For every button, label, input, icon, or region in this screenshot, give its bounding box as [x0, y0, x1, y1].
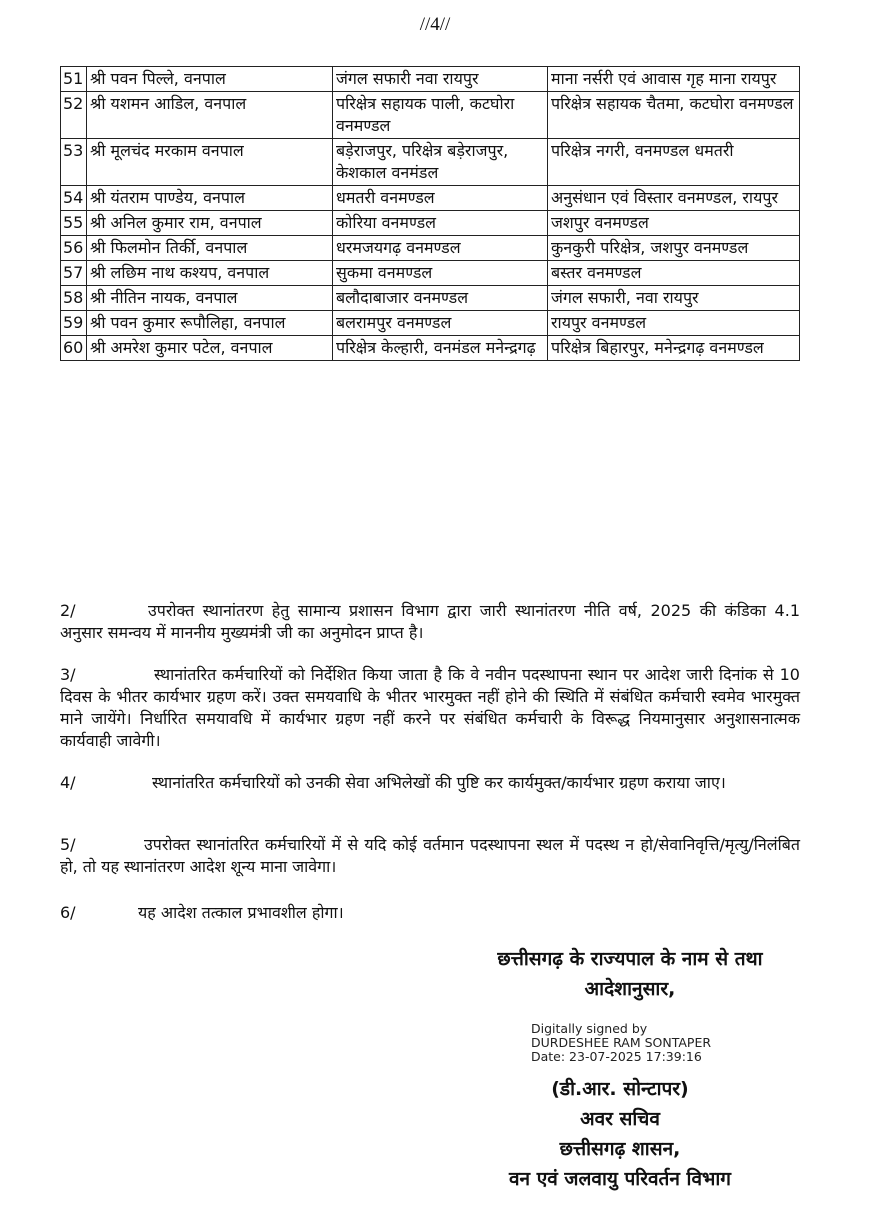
table-row — [61, 261, 800, 286]
new-posting-cell: रायपुर वनमण्डल — [548, 311, 800, 336]
paragraph-5 — [60, 834, 800, 878]
paragraph-3 — [60, 664, 800, 752]
paragraph-text: यह आदेश तत्काल प्रभावशील होगा। — [138, 903, 344, 922]
employee-name-cell: श्री मूलचंद मरकाम वनपाल — [87, 139, 333, 186]
employee-name-cell: श्री पवन कुमार रूपौलिहा, वनपाल — [87, 311, 333, 336]
officer-government: छत्तीसगढ़ शासन, — [559, 1138, 681, 1160]
table-row — [61, 67, 800, 92]
new-posting-cell: अनुसंधान एवं विस्तार वनमण्डल, रायपुर — [548, 186, 800, 211]
current-posting-cell: परिक्षेत्र सहायक पाली, कटघोरा वनमण्डल — [333, 92, 548, 139]
serial-number-cell: 56 — [61, 236, 87, 261]
digital-signature-date: Date: 23-07-2025 17:39:16 — [531, 1049, 702, 1064]
current-posting-cell: बलौदाबाजार वनमण्डल — [333, 286, 548, 311]
new-posting-cell: जशपुर वनमण्डल — [548, 211, 800, 236]
current-posting-cell: बलरामपुर वनमण्डल — [333, 311, 548, 336]
table-row — [61, 311, 800, 336]
serial-number-cell: 57 — [61, 261, 87, 286]
paragraph-number: 5/ — [60, 835, 76, 854]
new-posting-cell: कुनकुरी परिक्षेत्र, जशपुर वनमण्डल — [548, 236, 800, 261]
current-posting-cell: धरमजयगढ़ वनमण्डल — [333, 236, 548, 261]
paragraph-4 — [60, 772, 800, 794]
paragraph-text: उपरोक्त स्थानांतरित कर्मचारियों में से यदि कोई वर्तमान पदस्थापना स्थल में पदस्थ न हो/सेवानिवृत्ति/मृत्यु/निलंबित हो, तो यह स्थानांतरण आदेश शून्य माना जावेगा। — [60, 835, 800, 876]
employee-name-cell: श्री यशमन आडिल, वनपाल — [87, 92, 333, 139]
digital-signature-line-1: Digitally signed by — [531, 1021, 648, 1036]
digital-signature-line-2: DURDESHEE RAM SONTAPER — [531, 1035, 712, 1050]
new-posting-cell: परिक्षेत्र बिहारपुर, मनेन्द्रगढ़ वनमण्डल — [548, 336, 800, 361]
paragraph-number: 4/ — [60, 773, 76, 792]
employee-name-cell: श्री यंतराम पाण्डेय, वनपाल — [87, 186, 333, 211]
paragraph-text: स्थानांतरित कर्मचारियों को निर्देशित किया जाता है कि वे नवीन पदस्थापना स्थान पर आदेश जारी दिनांक से 10 दिवस के भीतर कार्यभार ग्रहण करें। उक्त समयवाधि के भीतर भारमुक्त नहीं होने की स्थिति में संबंधित कर्मचारी स्वमेव भारमुक्त माने जायेंगे। निर्धारित समयावधि में कार्यभार ग्रहण नहीं करने पर संबंधित कर्मचारी के विरूद्ध नियमानुसार अनुशासनात्मक कार्यवाही जावेगी। — [60, 665, 800, 750]
table-row — [61, 139, 800, 186]
transfer-table — [60, 66, 800, 361]
officer-department: वन एवं जलवायु परिवर्तन विभाग — [508, 1168, 731, 1190]
current-posting-cell: जंगल सफारी नवा रायपुर — [333, 67, 548, 92]
new-posting-cell: बस्तर वनमण्डल — [548, 261, 800, 286]
page-number: //4// — [419, 14, 451, 35]
new-posting-cell: माना नर्सरी एवं आवास गृह माना रायपुर — [548, 67, 800, 92]
serial-number-cell: 52 — [61, 92, 87, 139]
current-posting-cell: सुकमा वनमण्डल — [333, 261, 548, 286]
current-posting-cell: बड़ेराजपुर, परिक्षेत्र बड़ेराजपुर, केशकाल वनमंडल — [333, 139, 548, 186]
table-row — [61, 211, 800, 236]
paragraph-2 — [60, 600, 800, 644]
current-posting-cell: कोरिया वनमण्डल — [333, 211, 548, 236]
employee-name-cell: श्री लछिम नाथ कश्यप, वनपाल — [87, 261, 333, 286]
serial-number-cell: 59 — [61, 311, 87, 336]
paragraph-text: स्थानांतरित कर्मचारियों को उनकी सेवा अभिलेखों की पुष्टि कर कार्यमुक्त/कार्यभार ग्रहण कराया जाए। — [152, 773, 726, 792]
new-posting-cell: परिक्षेत्र सहायक चैतमा, कटघोरा वनमण्डल — [548, 92, 800, 139]
paragraph-text: उपरोक्त स्थानांतरण हेतु सामान्य प्रशासन विभाग द्वारा जारी स्थानांतरण नीति वर्ष, 2025 की कंडिका 4.1 अनुसार समन्वय में माननीय मुख्यमंत्री जी का अनुमोदन प्राप्त है। — [60, 601, 800, 642]
authority-block — [440, 944, 820, 1004]
employee-name-cell: श्री फिलमोन तिर्की, वनपाल — [87, 236, 333, 261]
digital-signature — [531, 1022, 711, 1064]
employee-name-cell: श्री अनिल कुमार राम, वनपाल — [87, 211, 333, 236]
employee-name-cell: श्री पवन पिल्ले, वनपाल — [87, 67, 333, 92]
paragraph-number: 3/ — [60, 665, 76, 684]
new-posting-cell: परिक्षेत्र नगरी, वनमण्डल धमतरी — [548, 139, 800, 186]
paragraph-number: 2/ — [60, 601, 76, 620]
serial-number-cell: 58 — [61, 286, 87, 311]
new-posting-cell: जंगल सफारी, नवा रायपुर — [548, 286, 800, 311]
table-row — [61, 92, 800, 139]
current-posting-cell: परिक्षेत्र केल्हारी, वनमंडल मनेन्द्रगढ़ — [333, 336, 548, 361]
authority-line-1: छत्तीसगढ़ के राज्यपाल के नाम से तथा — [497, 948, 763, 970]
serial-number-cell: 51 — [61, 67, 87, 92]
serial-number-cell: 54 — [61, 186, 87, 211]
table-row — [61, 336, 800, 361]
employee-name-cell: श्री अमरेश कुमार पटेल, वनपाल — [87, 336, 333, 361]
paragraph-6 — [60, 902, 800, 924]
officer-block — [470, 1074, 770, 1194]
serial-number-cell: 53 — [61, 139, 87, 186]
table-row — [61, 236, 800, 261]
serial-number-cell: 55 — [61, 211, 87, 236]
table-row — [61, 286, 800, 311]
serial-number-cell: 60 — [61, 336, 87, 361]
employee-name-cell: श्री नीतिन नायक, वनपाल — [87, 286, 333, 311]
officer-designation: अवर सचिव — [580, 1108, 660, 1130]
current-posting-cell: धमतरी वनमण्डल — [333, 186, 548, 211]
table-row — [61, 186, 800, 211]
paragraph-number: 6/ — [60, 903, 76, 922]
authority-line-2: आदेशानुसार, — [584, 978, 676, 1000]
officer-name: (डी.आर. सोन्टापर) — [551, 1078, 689, 1100]
